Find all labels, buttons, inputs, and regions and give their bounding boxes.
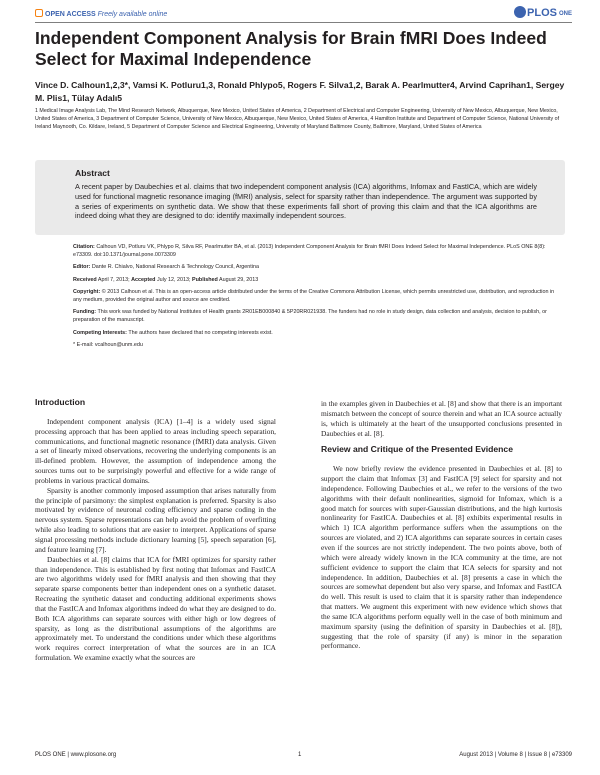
intro-paragraph-1: Independent component analysis (ICA) [1–4] is a widely used signal processing approach that has been applied to areas including speech separation, communications, and functional magnetic resonance (fMRI) data analysis. Given a set of linearly mixed observations, recovering the underlying components is an ill-defined problem. However, the assumption of independence among the sources turns out to be surprisingly powerful and effective for a wide range of problems in various practical domains. xyxy=(35,416,276,485)
review-paragraph-1: We now briefly review the evidence presented in Daubechies et al. [8] to support the claim that Infomax [3] and FastICA [9] select for sparsity and not independence. Following Daubechies et al., we refer to the versions of the two algorithms with their default nonlinearities, sigmoid for Infomax, which is a good match for sources with super-Gaussian distributions, and the high kurtosis nonlinearity for FastICA. Daubechies et al. [8] exhibits experimental results in which 1) ICA algorithm performance suffers when the assumptions on the sources are violated, and 2) ICA algorithms can separate sources in certain cases even if the sources are not strictly independent. The two points above, both of which were already widely known in the ICA community at the time, are not sufficient evidence to support the claim that ICA selects for sparsity and not independence. In addition, Daubechies et al. [8] presents a case in which the sources are somewhat dependent but also very sparse, and Infomax and FastICA do well. This result is used to claim that it is sparsity rather than independence that matters. We augment this experiment with new evidence which shows that the same ICA algorithms perform equally well in the case of both minimum and maximum sparsity (using the definition of sparsity in Daubechies et al. [8]), suggesting that the role of sparsity (if any) is minor in the separation performance. xyxy=(321,464,562,651)
journal-logo xyxy=(514,6,572,19)
article-metadata xyxy=(73,243,561,353)
oa-text: OPEN ACCESS xyxy=(45,11,96,18)
right-column xyxy=(321,399,562,651)
intro-heading: Introduction xyxy=(35,397,86,407)
journal-header xyxy=(0,0,600,20)
competing-interests: Competing Interests: The authors have declared that no competing interests exist. xyxy=(73,329,273,336)
footer-issue: August 2013 | Volume 8 | Issue 8 | e73309 xyxy=(459,752,572,758)
citation: Citation: Calhoun VD, Potluru VK, Phlypo R, Silva RF, Pearlmutter BA, et al. (2013) Independent Component Analysis for Brain fMRI Does Indeed Select for Maximal Independence. PLoS ONE 8(8): e73309. doi:10.1371/journal.pone.0073309 xyxy=(73,244,546,259)
affiliations: 1 Medical Image Analysis Lab, The Mind Research Network, Albuquerque, New Mexico, United States of America, 2 Department of Electrical and Computer Engineering, University of New Mexico, Albuquerque, New Mexico, United States of America, 3 Department of Computer Science, University of New Mexico, Albuquerque, New Mexico, United States of America, 4 Hamilton Institute and Department of Computer Science, National University of Ireland Maynooth, Co. Kildare, Ireland, 5 Department of Computer Science and Electrical Engineering, University of Maryland Baltimore County, Baltimore, Maryland, United States of America xyxy=(35,108,560,130)
journal-sub: ONE xyxy=(558,11,572,17)
open-access-lock-icon xyxy=(35,9,43,17)
abstract-box xyxy=(35,160,565,235)
oa-free-text: Freely available online xyxy=(97,11,168,18)
footer-page-number: 1 xyxy=(298,752,302,758)
plos-logo-icon xyxy=(514,6,526,18)
intro-paragraph-2: Sparsity is another commonly imposed assumption that arises naturally from the principle of parsimony: the simplest explanation is preferred. Sparsity is also motivated by evidence of neuronal coding efficiency and sparse coding in the nervous system. Sparse representations can help avoid the problem of overfitting while also leading to solutions that are easier to interpret. Applications of sparse signal processing methods include dictionary learning [5], speech separation [6], and feature learning [7]. xyxy=(35,485,276,554)
copyright: Copyright: © 2013 Calhoun et al. This is an open-access article distributed under the terms of the Creative Commons Attribution License, which permits unrestricted use, distribution, and reproduction in any medium, provided the original author and source are credited. xyxy=(73,288,555,304)
review-heading: Review and Critique of the Presented Evidence xyxy=(321,444,513,455)
article-title: Independent Component Analysis for Brain fMRI Does Indeed Select for Maximal Independence xyxy=(35,28,547,69)
author-list: Vince D. Calhoun1,2,3*, Vamsi K. Potluru1,3, Ronald Phlypo5, Rogers F. Silva1,2, Barak A. Pearlmutter4, Arvind Caprihan1, Sergey M. Plis1, Tülay Adalı5 xyxy=(35,80,565,103)
header-rule xyxy=(35,22,572,23)
email[interactable]: * E-mail: vcalhoun@unm.edu xyxy=(73,341,143,348)
abstract-heading: Abstract xyxy=(75,168,110,178)
open-access-label xyxy=(35,9,167,18)
dates: Received April 7, 2013; Accepted July 12, 2013; Published August 29, 2013 xyxy=(73,276,259,283)
footer-journal: PLOS ONE | www.plosone.org xyxy=(35,752,117,758)
abstract-text: A recent paper by Daubechies et al. claims that two independent component analysis (ICA) algorithms, Infomax and FastICA, which are widely used for functional magnetic resonance imaging (fMRI) analysis, select for sparsity rather than independence. The argument was supported by a series of experiments on synthetic data. We show that these experiments fall short of proving this claim and that the ICA algorithms are indeed doing what they are designed to do: identify maximally independent sources. xyxy=(75,182,537,221)
right-paragraph-0: in the examples given in Daubechies et al. [8] and show that there is an important mismatch between the concept of source therein and what an ICA source actually is, which is ultimately at the heart of the unsupported conclusions presented in Daubechies et al. [8]. xyxy=(321,399,562,438)
editor: Editor: Dante R. Chialvo, National Research & Technology Council, Argentina xyxy=(73,264,259,271)
funding: Funding: This work was funded by National Institutes of Health grants 2R01EB000840 & 5P20RR021938. The funders had no role in study design, data collection and analysis, decision to publish, or preparation of the manuscript. xyxy=(73,309,547,324)
journal-name: PLOS xyxy=(527,7,557,19)
intro-paragraph-3: Daubechies et al. [8] claims that ICA for fMRI optimizes for sparsity rather than independence. This is established by first noting that Infomax and FastICA are two algorithms widely used for fMRI analysis and then showing that they separate sparse components better than independent ones on a synthetic dataset. Recreating the synthetic dataset and conducting additional experiments shows that the FastICA and Infomax algorithms indeed do what they are designed to do. Both ICA algorithms can separate sources with either high or low degrees of sparsity, as long as the distributional assumptions of the algorithms are approximately met. To understand the conditions under which these algorithms work requires correct interpretation of what the sources are in an ICA formulation. We examine exactly what the sources are xyxy=(35,554,276,663)
left-column xyxy=(35,398,276,663)
